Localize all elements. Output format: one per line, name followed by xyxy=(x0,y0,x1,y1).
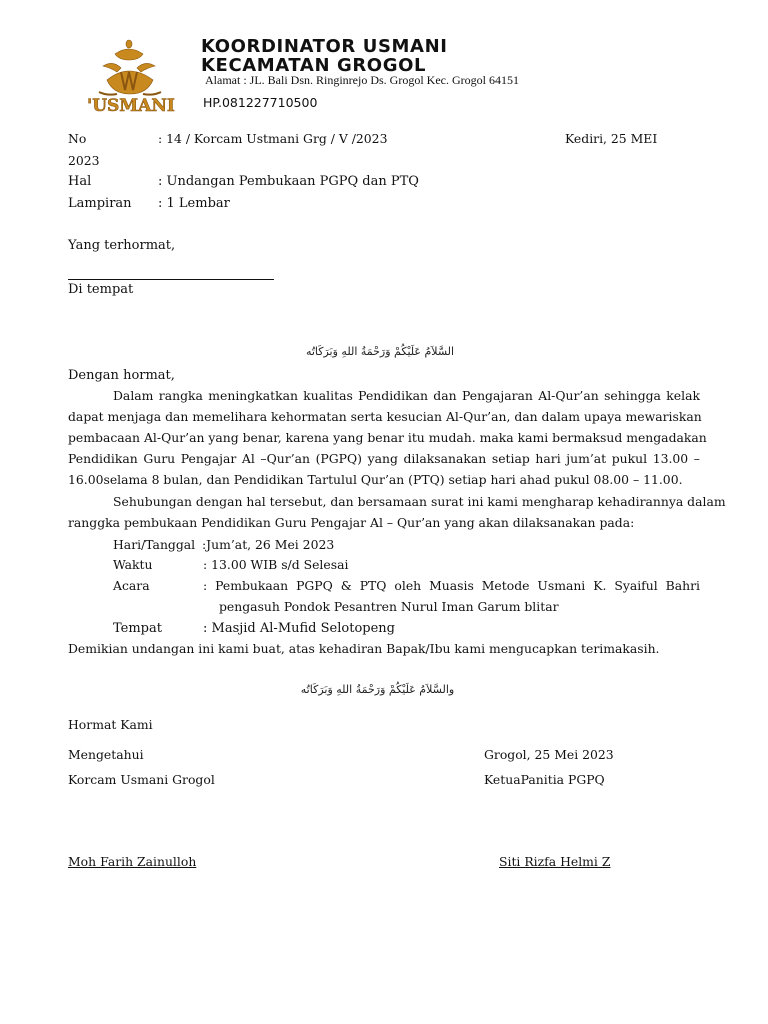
left-role1: Mengetahui xyxy=(68,747,144,762)
place-label: Tempat xyxy=(113,621,162,636)
paragraph1-line1: Dalam rangka meningkatkan kualitas Pendidikan dan Pengajaran Al-Qur’an sehingga kelak xyxy=(113,388,700,403)
paragraph1-line5: 16.00selama 8 bulan, dan Pendidikan Tartulul Qur’an (PTQ) setiap hari ahad pukul 08.00 – 11.00. xyxy=(68,472,683,487)
place-value: : Masjid Al-Mufid Selotopeng xyxy=(203,621,395,636)
org-name-line2: KECAMATAN GROGOL xyxy=(201,55,427,76)
closing-sentence: Demikian undangan ini kami buat, atas kehadiran Bapak/Ibu kami mengucapkan terimakasih. xyxy=(68,641,660,656)
recipient-greeting: Yang terhormat, xyxy=(68,238,176,253)
salam-closing: والسَّلاَمُ عَلَيْكُمْ وَرَحْمَةُ اللهِ وَبَرَكَاتُه xyxy=(300,683,455,696)
hal-value: : Undangan Pembukaan PGPQ dan PTQ xyxy=(158,174,419,189)
left-signatory-name: Moh Farih Zainulloh xyxy=(68,854,197,869)
time-value: : 13.00 WIB s/d Selesai xyxy=(203,557,349,572)
usmani-logo xyxy=(85,36,175,120)
right-date: Grogol, 25 Mei 2023 xyxy=(484,747,614,762)
event-label: Acara xyxy=(113,578,150,593)
day-value: :Jum’at, 26 Mei 2023 xyxy=(202,537,335,552)
no-label: No xyxy=(68,131,87,146)
paragraph1-line3: pembacaan Al-Qur’an yang benar, karena yang benar itu mudah. maka kami bermaksud mengadakan xyxy=(68,430,707,445)
event-value-line2: pengasuh Pondok Pesantren Nurul Iman Garum blitar xyxy=(219,599,559,614)
lampiran-label: Lampiran xyxy=(68,196,132,211)
logo-text: 'USMANI xyxy=(87,96,175,116)
paragraph2-line1: Sehubungan dengan hal tersebut, dan bersamaan surat ini kami mengharap kehadirannya dalam xyxy=(113,494,726,509)
day-label: Hari/Tanggal xyxy=(113,537,196,552)
letter-date: Kediri, 25 MEI xyxy=(565,131,658,146)
letter-year: 2023 xyxy=(68,153,100,168)
right-role: KetuaPanitia PGPQ xyxy=(484,772,605,787)
right-signatory-name: Siti Rizfa Helmi Z xyxy=(499,854,611,869)
paragraph1-line4: Pendidikan Guru Pengajar Al –Qur’an (PGPQ) yang dilaksanakan setiap hari jum’at pukul 13.00 – xyxy=(68,451,700,466)
opening-greeting: Dengan hormat, xyxy=(68,368,175,383)
org-address: Alamat : JL. Bali Dsn. Ringinrejo Ds. Grogol Kec. Grogol 64151 xyxy=(205,73,519,87)
org-name-line1: KOORDINATOR USMANI xyxy=(201,36,448,57)
org-phone: HP.081227710500 xyxy=(203,95,318,110)
event-value-line1: : Pembukaan PGPQ & PTQ oleh Muasis Metode Usmani K. Syaiful Bahri xyxy=(203,578,700,593)
no-value: : 14 / Korcam Ustmani Grg / V /2023 xyxy=(158,131,388,146)
recipient-place: Di tempat xyxy=(68,282,134,297)
recipient-name-line xyxy=(68,279,274,280)
hal-label: Hal xyxy=(68,174,92,189)
lampiran-value: : 1 Lembar xyxy=(158,196,230,211)
left-role2: Korcam Usmani Grogol xyxy=(68,772,215,787)
paragraph1-line2: dapat menjaga dan memelihara kehormatan serta kesucian Al-Qur’an, dan dalam upaya mewariskan xyxy=(68,409,702,424)
respect-line: Hormat Kami xyxy=(68,717,153,732)
paragraph2-line2: ranggka pembukaan Pendidikan Guru Pengajar Al – Qur’an yang akan dilaksanakan pada: xyxy=(68,515,635,530)
salam-opening: السَّلاَمُ عَلَيْكُمْ وَرَحْمَةُ اللهِ وَبَرَكَاتُه xyxy=(305,345,455,358)
time-label: Waktu xyxy=(113,557,153,572)
